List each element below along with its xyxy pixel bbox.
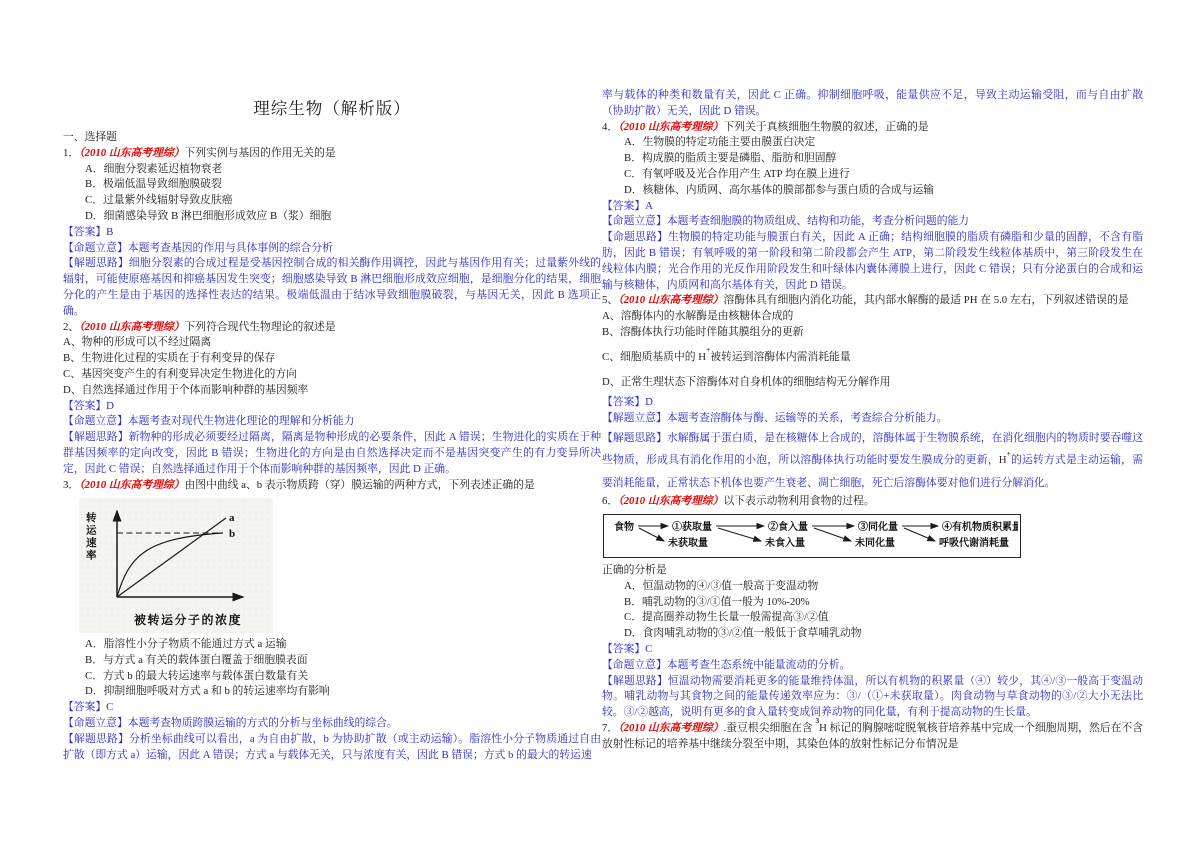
option-line [602, 325, 1143, 341]
text-segment: 下列实例与基因的作用无关的是 [184, 146, 336, 159]
text-segment: 【答案】C [602, 643, 653, 656]
left-column [63, 88, 601, 763]
text-segment: 【答案】B [63, 225, 114, 238]
question-stem-1 [63, 146, 601, 162]
flow-node-assimilated: ③同化量 [858, 522, 898, 534]
text-segment: C．有氧呼吸及光合作用产生 ATP 均在膜上进行 [624, 167, 850, 180]
text-segment: 1． [63, 146, 80, 159]
arrow [814, 528, 851, 541]
exam-source-tag: （2010 山东高考理综） [79, 146, 185, 159]
text-segment: 【答案】A [602, 199, 653, 212]
text-segment: 【答案】D [602, 396, 653, 409]
exam-source-tag: （2010 山东高考理综） [79, 320, 185, 333]
text-segment: 3 [815, 716, 820, 726]
text-segment: A、物种的形成可以不经过隔离 [63, 336, 212, 349]
answer-line [602, 199, 1143, 215]
graph-canvas [95, 504, 253, 606]
text-segment: 【解题思路】分析坐标曲线可以看出，a 为自由扩散，b 为协助扩散（或主动运输）。脂溶性小分子物质通过自由扩散（即方式 a）运输，因此 A 错误；方式 a 与载体无关，只与浓度有关，因此 B 错误；方式 b 的最大的转运速 [63, 732, 601, 761]
text-segment: 5、 [602, 294, 619, 307]
arrow [904, 528, 935, 541]
text-segment: 溶酶体具有细胞内消化功能，其内部水解酶的最适 PH 在 5.0 左右，下列叙述错误的是 [723, 294, 1129, 307]
explanation-paragraph [602, 674, 1143, 721]
text-segment: .蚕豆根尖细胞在含 [723, 722, 816, 734]
question-stem-4 [602, 120, 1143, 136]
option-line [63, 653, 601, 669]
exam-source-tag: （2010 山东高考理综） [618, 495, 724, 508]
text-segment: D．食肉哺乳动物的③/②值一般低于食草哺乳动物 [624, 627, 862, 640]
option-line [63, 383, 601, 399]
question-stem-3 [63, 478, 601, 494]
intent-line [63, 241, 601, 257]
graph-x-axis-label: 被转运分子的浓度 [133, 613, 242, 628]
answer-line [602, 395, 1143, 411]
question-stem-2 [63, 320, 601, 336]
exam-source-tag: （2010 山东高考理综） [79, 478, 185, 491]
text-segment: C．过量紫外线辐射导致皮肤癌 [85, 194, 233, 207]
curve-a-label: a [229, 512, 235, 525]
graph-y-axis-label: 转运速率 [84, 512, 96, 563]
option-line [602, 579, 1143, 595]
text-segment: C．提高圈养动物生长量一般需提高③/②值 [624, 611, 829, 624]
text-segment: 3． [63, 478, 80, 491]
answer-line [63, 700, 601, 716]
option-line [602, 167, 1143, 183]
text-segment: 正确的分析是 [602, 564, 667, 577]
text-segment: 【命题立意】本题考查物质跨膜运输的方式的分析与坐标曲线的综合。 [63, 716, 398, 729]
text-segment: 6． [602, 495, 619, 508]
exam-source-tag: （2010 山东高考理综） [618, 294, 724, 307]
intent-line [602, 411, 1143, 427]
text-segment: C、基因突变产生的有利变异决定生物进化的方向 [63, 367, 297, 380]
curve-b-facilitated [117, 533, 223, 597]
option-line [63, 637, 601, 653]
text-segment: D．抑制细胞呼吸对方式 a 和 b 的转运速率均有影响 [85, 685, 330, 698]
explanation-paragraph [63, 430, 601, 477]
answer-line [63, 225, 601, 241]
text-segment: 【命题立意】本题考查生态系统中能量流动的分析。 [602, 658, 851, 671]
option-line [63, 351, 601, 367]
answer-line [63, 399, 601, 415]
text-segment: 【解题思路】细胞分裂素的合成过程是受基因控制合成的相关酶作用调控，因此与基因作用有关；过量紫外线的辐射，可能使原癌基因和抑癌基因发生突变；细胞感染导致 B 淋巴细胞形成效应细胞，是细胞分化的结果，细胞分化的产生是由于基因的选择性表达的结果。极端低温由于结冰导致细胞膜破裂，与基因无关，因此 B 选项正确。 [63, 257, 601, 317]
text-segment: 率与载体的种类和数量有关，因此 C 正确。抑制细胞呼吸，能量供应不足，导致主动运输受阻，而与自由扩散（协助扩散）无关，因此 D 错误。 [602, 89, 1143, 117]
flow-node-respiration-loss: 呼吸代谢消耗量 [939, 538, 1009, 550]
text-segment: 【命题立意】本题考查基因的作用与具体事例的综合分析 [63, 241, 333, 254]
option-line [602, 626, 1143, 642]
flow-node-food: 食物 [614, 522, 634, 534]
text-segment: 【解题思路】新物种的形成必须要经过隔离，隔离是物种形成的必要条件，因此 A 错误；生物进化的实质在于种群基因频率的定向改变，因此 B 错误；生物进化的方向是由自然选择决定而不是基因突变产生的有力变异所决定，因此 C 错误；自然选择通过作用于个体而影响种群的基因频率，因此 D 正确。 [63, 431, 601, 475]
q3-transport-rate-graph [79, 498, 273, 633]
question-stem-7 [602, 716, 1143, 753]
text-segment: 【答案】C [63, 701, 114, 714]
text-segment: H+ [698, 344, 711, 363]
right-column [602, 88, 1143, 753]
text-segment: D、正常生理状态下溶酶体对自身机体的细胞结构无分解作用 [602, 375, 891, 388]
text-segment: 【解题立意】本题考查溶酶体与酶、运输等的关系，考查综合分析能力。 [602, 412, 948, 425]
q6-food-utilization-diagram [603, 514, 1021, 558]
text-segment: 一、选择题 [63, 131, 117, 143]
option-line [63, 367, 601, 383]
text-segment: B．构成膜的脂质主要是磷脂、脂肪和胆固醇 [624, 152, 837, 165]
text-segment: C．方式 b 的最大转运速率与载体蛋白数量有关 [85, 669, 309, 682]
option-line [602, 375, 1143, 391]
text-segment: 理综生物（解析版） [253, 99, 411, 118]
intent-line [602, 214, 1143, 230]
text-segment: B．与方式 a 有关的载体蛋白覆盖于细胞膜表面 [85, 653, 308, 666]
intent-line [63, 716, 601, 732]
intent-line [63, 414, 601, 430]
option-line [63, 669, 601, 685]
arrow [639, 528, 664, 541]
text-segment: H 标记的胸腺嘧啶脱氧核苷培养基中完成一个细胞周期，然后在不含放射性标记的培养基中继续分裂至中期，其染色体的放射性标记分布情况是 [602, 722, 1143, 750]
text-segment: 【命题思路】生物膜的特定功能与膜蛋白有关，因此 A 正确；结构细胞膜的脂质有磷脂和少量的固醇，不含有脂肪，因此 B 错误；有氧呼吸的第一阶段和第二阶段都会产生 ATP，第二阶段发生线粒体基质中，第三阶段发生在线粒体内膜；光合作用的光反作用阶段发生和叶绿体内囊体薄膜上进行，因此 C 错误；只有分泌蛋白的合成和运输与核糖体，内质网和高尔基体有关，因此 D 错误。 [602, 231, 1143, 291]
text-segment: 【解题思路】恒温动物需要消耗更多的能量维持体温，所以有机物的积累量（④）较少，其④/③一般高于变温动物。哺乳动物与其食物之间的能量传递效率应为：③/（①+未获取量）。肉食动物与草食动物的③/②大小无法比较。③/②越高，说明有更多的食入量转变成饲养动物的同化量，有利于提高动物的生长量。 [602, 674, 1143, 719]
text-segment: A．生物膜的特定功能主要由膜蛋白决定 [624, 136, 816, 149]
text-segment: 被转运到溶酶体内需消耗能量 [710, 350, 851, 363]
question-followup [602, 563, 1143, 579]
text-segment: D．细菌感染导致 B 淋巴细胞形成效应 B（浆）细胞 [85, 209, 332, 222]
option-line [63, 684, 601, 700]
text-segment: D、自然选择通过作用于个体而影响种群的基因频率 [63, 383, 309, 396]
text-segment: 【答案】D [63, 399, 114, 412]
option-line [602, 183, 1143, 199]
text-segment: 【命题立意】本题考查细胞膜的物质组成、结构和功能，考查分析问题的能力 [602, 215, 970, 228]
explanation-paragraph [602, 427, 1143, 495]
text-segment: 【解题思路】水解酶属于蛋白质，是在核糖体上合成的，溶酶体属于生物膜系统，在消化细胞内的物质时要吞噬这些物质，形成具有消化作用的小泡，所以溶酶体执行功能时要发生膜成分的更新， [602, 431, 1143, 467]
explanation-paragraph [63, 732, 601, 764]
option-line [602, 309, 1143, 325]
flow-node-not-eaten: 未食入量 [765, 538, 805, 550]
text-segment: C、细胞质基质中的 [602, 350, 699, 363]
flow-node-not-obtained: 未获取量 [668, 538, 708, 550]
text-segment: A、溶酶体内的水解酶是由核糖体合成的 [602, 310, 794, 323]
explanation-continuation [602, 88, 1143, 120]
text-segment: 2、 [63, 320, 80, 333]
explanation-paragraph [63, 256, 601, 319]
text-segment: 4． [602, 120, 619, 133]
option-line [63, 177, 601, 193]
flow-canvas [604, 517, 1018, 550]
text-segment: H+ [998, 448, 1011, 467]
intent-line [602, 658, 1143, 674]
option-line [602, 344, 1143, 366]
option-line [602, 595, 1143, 611]
text-segment: A．恒温动物的④/③值一般高于变温动物 [624, 579, 819, 592]
text-segment: 下列关于真核细胞生物膜的叙述，正确的是 [723, 120, 929, 133]
curve-a-free-diffusion [117, 518, 226, 597]
option-line [602, 151, 1143, 167]
explanation-paragraph [602, 230, 1143, 293]
exam-source-tag: （2010 山东高考理综） [618, 722, 724, 734]
text-segment: 以下表示动物利用食物的过程。 [723, 495, 875, 508]
flow-node-eaten: ②食入量 [768, 522, 808, 534]
text-segment: D．核糖体、内质网、高尔基体的膜部都参与蛋白质的合成与运输 [624, 183, 935, 196]
question-stem-6 [602, 494, 1143, 510]
text-segment: A．脂溶性小分子物质不能通过方式 a 运输 [85, 637, 287, 650]
option-line [602, 135, 1143, 151]
text-segment: B．极端低温导致细胞膜破裂 [85, 178, 222, 191]
section-heading [63, 130, 601, 146]
option-line [602, 610, 1143, 626]
answer-line [602, 642, 1143, 658]
flow-node-accumulated: ④有机物质积累量 [942, 522, 1018, 534]
text-segment: 【命题立意】本题考查对现代生物进化理论的理解和分析能力 [63, 415, 355, 428]
option-line [63, 162, 601, 178]
option-line [63, 335, 601, 351]
flow-node-obtained: ①获取量 [672, 522, 712, 534]
text-segment: 下列符合现代生物理论的叙述是 [184, 320, 336, 333]
flow-node-not-assimilated: 未同化量 [855, 538, 895, 550]
text-segment: A．细胞分裂素延迟植物衰老 [85, 162, 223, 175]
curve-b-label: b [229, 528, 236, 541]
text-segment: B．哺乳动物的③/①值一般为 10%-20% [624, 595, 810, 608]
document-title [63, 98, 601, 120]
exam-source-tag: （2010 山东高考理综） [618, 120, 724, 133]
arrow [718, 528, 761, 541]
text-segment: B、生物进化过程的实质在于有利变异的保存 [63, 352, 276, 365]
text-segment: 7． [602, 722, 619, 734]
option-line [63, 209, 601, 225]
text-segment: B、溶酶体执行功能时伴随其膜组分的更新 [602, 325, 804, 338]
text-segment: 由图中曲线 a、b 表示物质跨（穿）膜运输的两种方式，下列表述正确的是 [184, 478, 535, 491]
option-line [63, 193, 601, 209]
question-stem-5 [602, 293, 1143, 309]
text-segment: 的运转方式是主动运输，需要消耗能量，正常状态下机体也要产生衰老、凋亡细胞，死亡后溶酶体要对他们进行分解消化。 [602, 454, 1143, 489]
